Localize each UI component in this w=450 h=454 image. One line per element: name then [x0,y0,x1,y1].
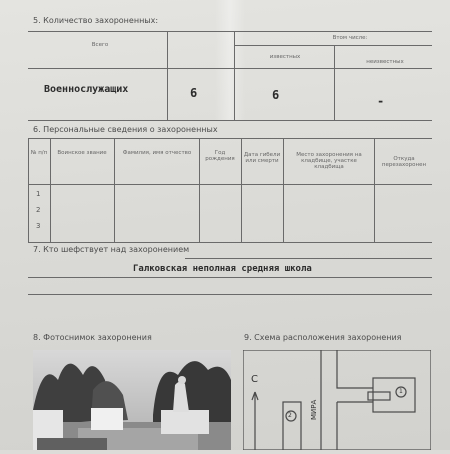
table5-header-bottom [28,68,432,69]
table6-header-bottom [28,184,432,185]
section7-underline [185,258,432,259]
section7-line-3 [28,294,432,295]
col-including-header: Втом числе: [332,35,368,41]
row-label-servicemen: Военнослужащих [44,84,129,95]
table6-bottom-border [28,242,432,243]
col-unknown-header: неизвестных [366,59,404,65]
table5-bottom-border [28,120,432,121]
col-known-header: известных [269,54,301,60]
unknown-count: - [377,94,385,108]
table6-col-divider [114,138,115,242]
patron-name: Галковская неполная средняя школа [133,264,312,274]
table6-row-number: 3 [36,222,41,230]
north-label: С [251,374,258,385]
table6-col-divider [374,138,375,242]
header-place: Место захоронения на кладбище, участке кладбища [296,152,362,170]
header-birth: Год рождения [205,150,235,162]
table6-col-divider [199,138,200,242]
table6-row-number: 2 [36,206,41,214]
table5-col1-divider [167,31,168,120]
table6-col-divider [50,138,51,242]
marker-2-label: 2 [288,412,292,419]
table6-col-divider [283,138,284,242]
total-count: 6 [190,86,198,100]
col-total-header: Всего [91,42,109,48]
header-rank: Воинское звание [57,150,107,156]
table6-top-border [28,138,432,139]
table5-subheader-border [234,45,432,46]
section8-title: 8. Фотоснимок захоронения [33,333,152,342]
table6-left-border [28,138,29,242]
table5-col2-divider [234,31,235,120]
section9-title: 9. Схема расположения захоронения [244,333,402,342]
location-scheme [243,350,431,450]
header-origin: Откуда перезахоронен [381,156,427,168]
table6-row-number: 1 [36,190,41,198]
marker-1-label: 1 [399,388,403,395]
memorial-photo [33,350,231,450]
header-name: Фамилия, имя отчество [122,150,192,156]
header-death: Дата гибели или смерти [243,152,281,164]
section5-title: 5. Количество захороненных: [33,16,159,25]
table5-top-border [28,31,432,32]
header-num: № п/п [30,150,48,156]
table6-col-divider [241,138,242,242]
section7-line-2 [28,277,432,278]
section6-title: 6. Персональные сведения о захороненных [33,125,218,134]
known-count: 6 [272,88,280,102]
table5-col3-divider [334,45,335,120]
paper-crease [215,0,245,120]
street-label: МИРА [310,399,318,420]
section7-title: 7. Кто шефствует над захоронением [33,245,190,254]
